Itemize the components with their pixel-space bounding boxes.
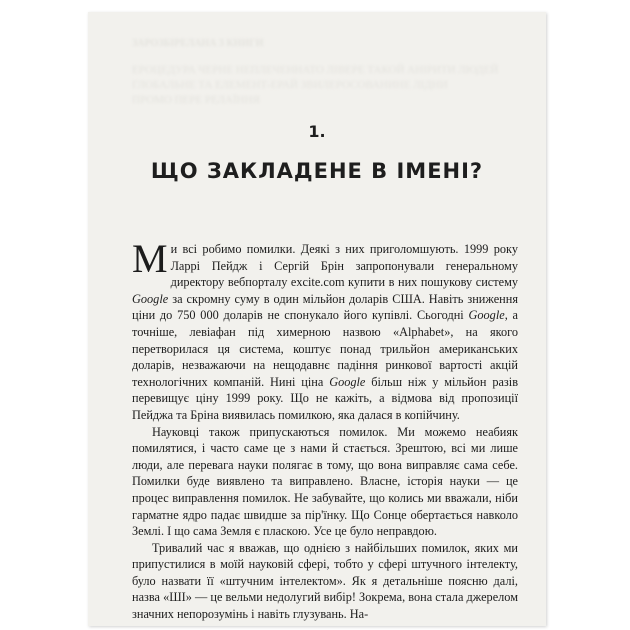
text-run: більш ніж у мільйон разів перевищує ціну 1999 року. Що не кажіть, а відмова від пропозиції Пейджа та Бріна виявилась помилкою, яка далася в копійчину. <box>132 374 519 422</box>
chapter-title: ЩО ЗАКЛАДЕНЕ В ІМЕНІ? <box>150 159 484 183</box>
paragraph <box>132 540 518 623</box>
bleed-through-line: ЕРОЦЕДУРА ЧЕРНЕ НЕПЛЕЧЕННАТО ЛІВЕРЕ ТАКОЙ АНІРИТИ ЛЮДЕЙ <box>132 64 499 76</box>
bleed-through-line: ПРОМО ПЕРЕ РЕЛАЇННЯ <box>132 94 260 106</box>
text-run: , а точніше, левіафан під химерною назвою «Alphabet», на якого перетворилася ця система, коштує понад трильйон американських доларів, незважаючи на нещодавнє падіння ринкової вартості акцій технологічних компаній. Нині ціна <box>132 308 519 389</box>
bleed-through-line: ГЛОБАЛЬНЕ ТА ЕЛЕМЕНТ-ЕРАЙ ЗВИЛЕРОСОВАНИНЕ ЛІДНИ <box>132 79 448 91</box>
text-run-italic: Google <box>132 291 169 306</box>
book-page <box>88 12 546 626</box>
text-run: за скромну суму в один мільйон доларів США. Навіть зниження ціни до 750 000 доларів не спонукало його купівлі. Сьогодні <box>132 291 518 323</box>
text-run-italic: Google <box>468 308 505 323</box>
chapter-number: 1. <box>308 122 326 141</box>
text-run: Науковці також припускаються помилок. Ми можемо неабияк помилятися, і часто саме це з нами й стається. Зрештою, всі ми лише люди, але перевага науки полягає в тому, що вона виправляє сама себе. Помилки буде виявлено та виправлено. Власне, історія науки — це процес виправлення помилок. Не забувайте, що колись ми вважали, ніби гарматне ядро падає швидше за пір'їнку. Що Сонце обертається навколо Землі. І що сама Земля є пласкою. Усе це було неправдою. <box>132 424 518 539</box>
text-run-italic: Google <box>329 374 366 389</box>
chapter-body <box>132 236 519 623</box>
bleed-through-header: ЗАРОЗБІРЕЛАНА 3 КНИГИ <box>132 38 264 49</box>
text-run: и всі робимо помилки. Деякі з них приголомшують. 1999 року Ларрі Пейдж і Сергій Брін запропонували генеральному директору вебпорталу excite.com купити в них пошукову систему <box>170 242 518 290</box>
drop-cap: М <box>132 236 168 281</box>
text-run: Тривалий час я вважав, що однією з найбільших помилок, яких ми припустилися в моїй науковій сфері, тобто у сфері штучного інтелекту, було назвати її «штучним інтелектом». Як я детальніше поясню далі, назва «ШІ» — це вельми недолугий вибір! Зокрема, вона стала джерелом значних непорозумінь і навіть глузувань. На- <box>132 540 518 622</box>
paragraph <box>132 424 518 540</box>
paragraph <box>132 236 519 424</box>
